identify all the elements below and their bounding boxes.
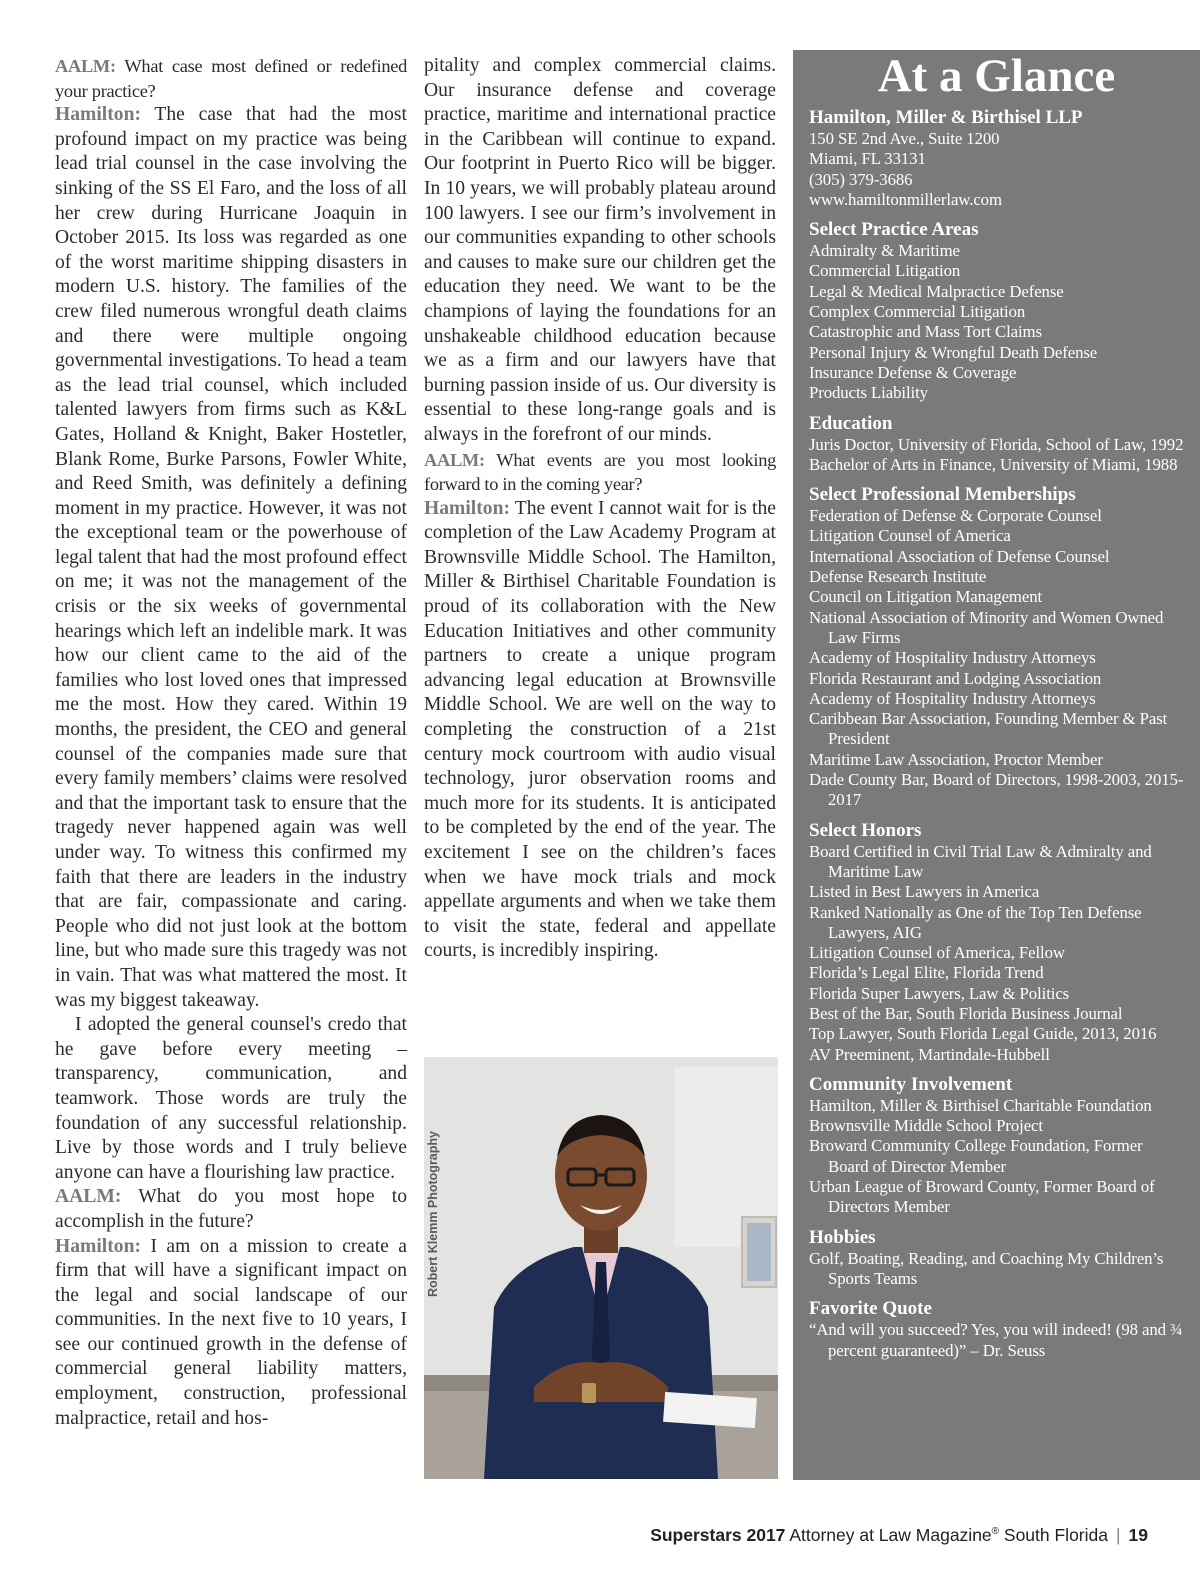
sidebar-list-item: Broward Community College Foundation, Former Board of Director Member <box>809 1136 1143 1176</box>
article-column-1 <box>55 54 407 1431</box>
firm-contact-line: Miami, FL 33131 <box>809 149 926 169</box>
question-text: What events are you most looking forward to in the coming year? <box>424 449 776 495</box>
answer-1 <box>55 103 407 1013</box>
answer-text: I am on a mission to create a firm that will have a significant impact on the legal and social landscape of our communities. In the next five to 10 years, I see our continued growth in the defense of commercial general liability matters, employment, construction, professional malpractice, retail and hos- <box>55 1235 407 1429</box>
sidebar-section-heading: Community Involvement <box>809 1073 1013 1095</box>
sidebar-list-item: Catastrophic and Mass Tort Claims <box>809 322 1042 342</box>
sidebar-list-item: Caribbean Bar Association, Founding Member & Past President <box>809 709 1168 749</box>
sidebar-list-item: Golf, Boating, Reading, and Coaching My Children’s Sports Teams <box>809 1248 1164 1288</box>
speaker-label: AALM: <box>55 1186 122 1208</box>
sidebar-list-item: Complex Commercial Litigation <box>809 302 1026 322</box>
sidebar-list-item: AV Preeminent, Martindale-Hubbell <box>809 1044 1050 1064</box>
sidebar-list-item: Personal Injury & Wrongful Death Defense <box>809 342 1098 362</box>
speaker-label: AALM: <box>424 449 485 470</box>
sidebar-section-heading: Hobbies <box>809 1226 876 1248</box>
sidebar-list-item: Hamilton, Miller & Birthisel Charitable Foundation <box>809 1095 1152 1115</box>
registered-mark: ® <box>991 1526 1000 1538</box>
sidebar-list-item: Juris Doctor, University of Florida, School of Law, 1992 <box>809 434 1184 454</box>
article-column-2 <box>424 54 776 964</box>
footer-region: South Florida <box>999 1525 1108 1545</box>
sidebar-list-item: Commercial Litigation <box>809 261 961 281</box>
speaker-label: Hamilton: <box>424 497 510 519</box>
firm-contact-line: www.hamiltonmillerlaw.com <box>809 189 1002 209</box>
sidebar-list-item: Insurance Defense & Coverage <box>809 362 1017 382</box>
sidebar-list-item: Florida Super Lawyers, Law & Politics <box>809 983 1070 1003</box>
answer-text: The event I cannot wait for is the completion of the Law Academy Program at Brownsville Middle School. The Hamilton, Miller & Birthisel Charitable Foundation is proud of its collaboration with the New Education Initiatives and other community partners to create a unique program advancing legal education at Brownsville Middle School. We are well on the way to completing the construction of a 21st century mock courtroom with audio visual technology, juror observation rooms and much more for its students. It is anticipated to be completed by the end of the year. The excitement I see on the children’s faces when we have mock trials and mock appellate arguments and when we take them to visit the state, federal and appellate courts, is incredibly inspiring. <box>424 497 776 962</box>
question-3 <box>424 448 776 497</box>
sidebar-list-item: Top Lawyer, South Florida Legal Guide, 2013, 2016 <box>809 1024 1157 1044</box>
sidebar-title: At a Glance <box>877 50 1116 102</box>
sidebar-section-heading: Education <box>809 412 893 434</box>
paragraph: I adopted the general counsel's credo that he gave before every meeting – transparency, communication, and teamwork. Those words are truly the foundation of any successful relationship. Live by those words and I truly believe anyone can have a flourishing law practice. <box>55 1014 407 1183</box>
speaker-label: Hamilton: <box>55 1235 141 1257</box>
sidebar-list-item: Academy of Hospitality Industry Attorneys <box>809 648 1096 668</box>
sidebar-list-item: Federation of Defense & Corporate Counsel <box>809 506 1102 526</box>
footer-publication: Superstars 2017 <box>650 1525 786 1545</box>
speaker-label: Hamilton: <box>55 104 141 126</box>
sidebar-section-heading: Select Practice Areas <box>809 219 979 241</box>
sidebar-list-item: International Association of Defense Counsel <box>809 546 1110 566</box>
firm-contact <box>809 129 1184 210</box>
sidebar-section-heading: Favorite Quote <box>809 1298 932 1320</box>
sidebar-list-item: Council on Litigation Management <box>809 587 1043 607</box>
sidebar-list-item: Dade County Bar, Board of Directors, 1998-2003, 2015-2017 <box>809 770 1184 810</box>
sidebar-section-heading: Select Honors <box>809 819 922 841</box>
sidebar-list-item: Bachelor of Arts in Finance, University of Miami, 1988 <box>809 454 1178 474</box>
footer-separator: | <box>1115 1525 1121 1545</box>
paragraph: pitality and complex commercial claims. Our insurance defense and coverage practice, maritime and international practice in the Caribbean will continue to expand. Our footprint in Puerto Rico will be bigger. In 10 years, we will probably plateau around 100 lawyers. I see our firm’s involvement in our communities expanding to other schools and causes to make sure our children get the education they need. We want to be the champions of laying the foundations for an unshakeable childhood education because we as a firm and our lawyers have that burning passion inside of us. Our diversity is essential to these long-range goals and is always in the forefront of our minds. <box>424 55 776 445</box>
sidebar-list-item: Maritime Law Association, Proctor Member <box>809 749 1103 769</box>
answer-2 <box>55 1235 407 1432</box>
firm-name: Hamilton, Miller & Birthisel LLP <box>809 107 1083 128</box>
sidebar-list-item: Florida’s Legal Elite, Florida Trend <box>809 963 1044 983</box>
firm-contact-line: 150 SE 2nd Ave., Suite 1200 <box>809 129 1000 148</box>
answer-text: The case that had the most profound impact on my practice was being lead trial counsel in the case involving the sinking of the SS El Faro, and the loss of all her crew during Hurricane Joaquin in October 2015. Its loss was regarded as one of the worst maritime shipping disasters in modern U.S. history. The families of the crew filed numerous wrongful death claims and there were multiple ongoing governmental investigations. To head a team as the lead trial counsel, which included talented lawyers from firms such as K&L Gates, Holland & Knight, Baker Hostetler, Blank Rome, Burke Parsons, Fowler White, and Reed Smith, was definitely a defining moment in my practice. However, it was not the exceptional team or the powerhouse of legal talent that had the most profound effect on me; it was not the management of the crisis or the six weeks of governmental hearings which left an indelible mark. It was how our client came to the aid of the families who lost loved ones that impressed me the most. How they cared. Within 19 months, the president, the CEO and general counsel of the companies made sure that every family members’ claims were resolved and that the important task to ensure that the tragedy never happened again was well under way. To witness this confirmed my faith that there are leaders in the industry that are fair, compassionate and caring. People who did not just look at the bottom line, but who made sure this tragedy was not in vain. That was what mattered the most. It was my biggest takeaway. <box>55 104 407 1011</box>
question-text: What case most defined or redefined your practice? <box>55 56 407 101</box>
sidebar-list-item: Urban League of Broward County, Former Board of Directors Member <box>809 1177 1155 1217</box>
firm-contact-line: (305) 379-3686 <box>809 169 913 189</box>
sidebar-list-item: Ranked Nationally as One of the Top Ten Defense Lawyers, AIG <box>809 902 1142 942</box>
answer-3 <box>424 497 776 964</box>
sidebar-list-item: Admiralty & Maritime <box>809 241 960 261</box>
page-footer <box>650 1525 1148 1546</box>
photo-credit: Robert Klemm Photography <box>426 1131 440 1297</box>
sidebar-list-item: Board Certified in Civil Trial Law & Admiralty and Maritime Law <box>809 841 1152 881</box>
footer-magazine: Attorney at Law Magazine <box>785 1525 992 1545</box>
sidebar-list-item: National Association of Minority and Women Owned Law Firms <box>809 607 1164 647</box>
portrait-photo <box>424 1057 778 1479</box>
sidebar-list-item: Defense Research Institute <box>809 567 987 587</box>
sidebar-list-item: Listed in Best Lawyers in America <box>809 882 1040 902</box>
sidebar-list-item: Brownsville Middle School Project <box>809 1116 1043 1136</box>
speaker-label: AALM: <box>55 56 116 76</box>
sidebar-list-item: “And will you succeed? Yes, you will indeed! (98 and ¾ percent guaranteed)” – Dr. Seuss <box>809 1320 1183 1360</box>
sidebar-list-item: Litigation Counsel of America, Fellow <box>809 943 1065 963</box>
portrait-illustration <box>424 1057 778 1479</box>
sidebar-list-item: Best of the Bar, South Florida Business Journal <box>809 1003 1123 1023</box>
sidebar-list-item: Products Liability <box>809 383 928 403</box>
sidebar-list-item: Florida Restaurant and Lodging Association <box>809 668 1102 688</box>
sidebar-list-item: Legal & Medical Malpractice Defense <box>809 281 1064 301</box>
question-2 <box>55 1185 407 1234</box>
sidebar-sections <box>809 219 1184 1361</box>
sidebar-list-item: Academy of Hospitality Industry Attorneys <box>809 688 1096 708</box>
question-text: What do you most hope to accomplish in the future? <box>55 1186 407 1232</box>
question-1 <box>55 54 407 103</box>
sidebar-list-item: Litigation Counsel of America <box>809 526 1011 546</box>
sidebar-section-heading: Select Professional Memberships <box>809 484 1076 506</box>
page-number: 19 <box>1128 1525 1148 1545</box>
at-a-glance-sidebar <box>793 50 1200 1480</box>
